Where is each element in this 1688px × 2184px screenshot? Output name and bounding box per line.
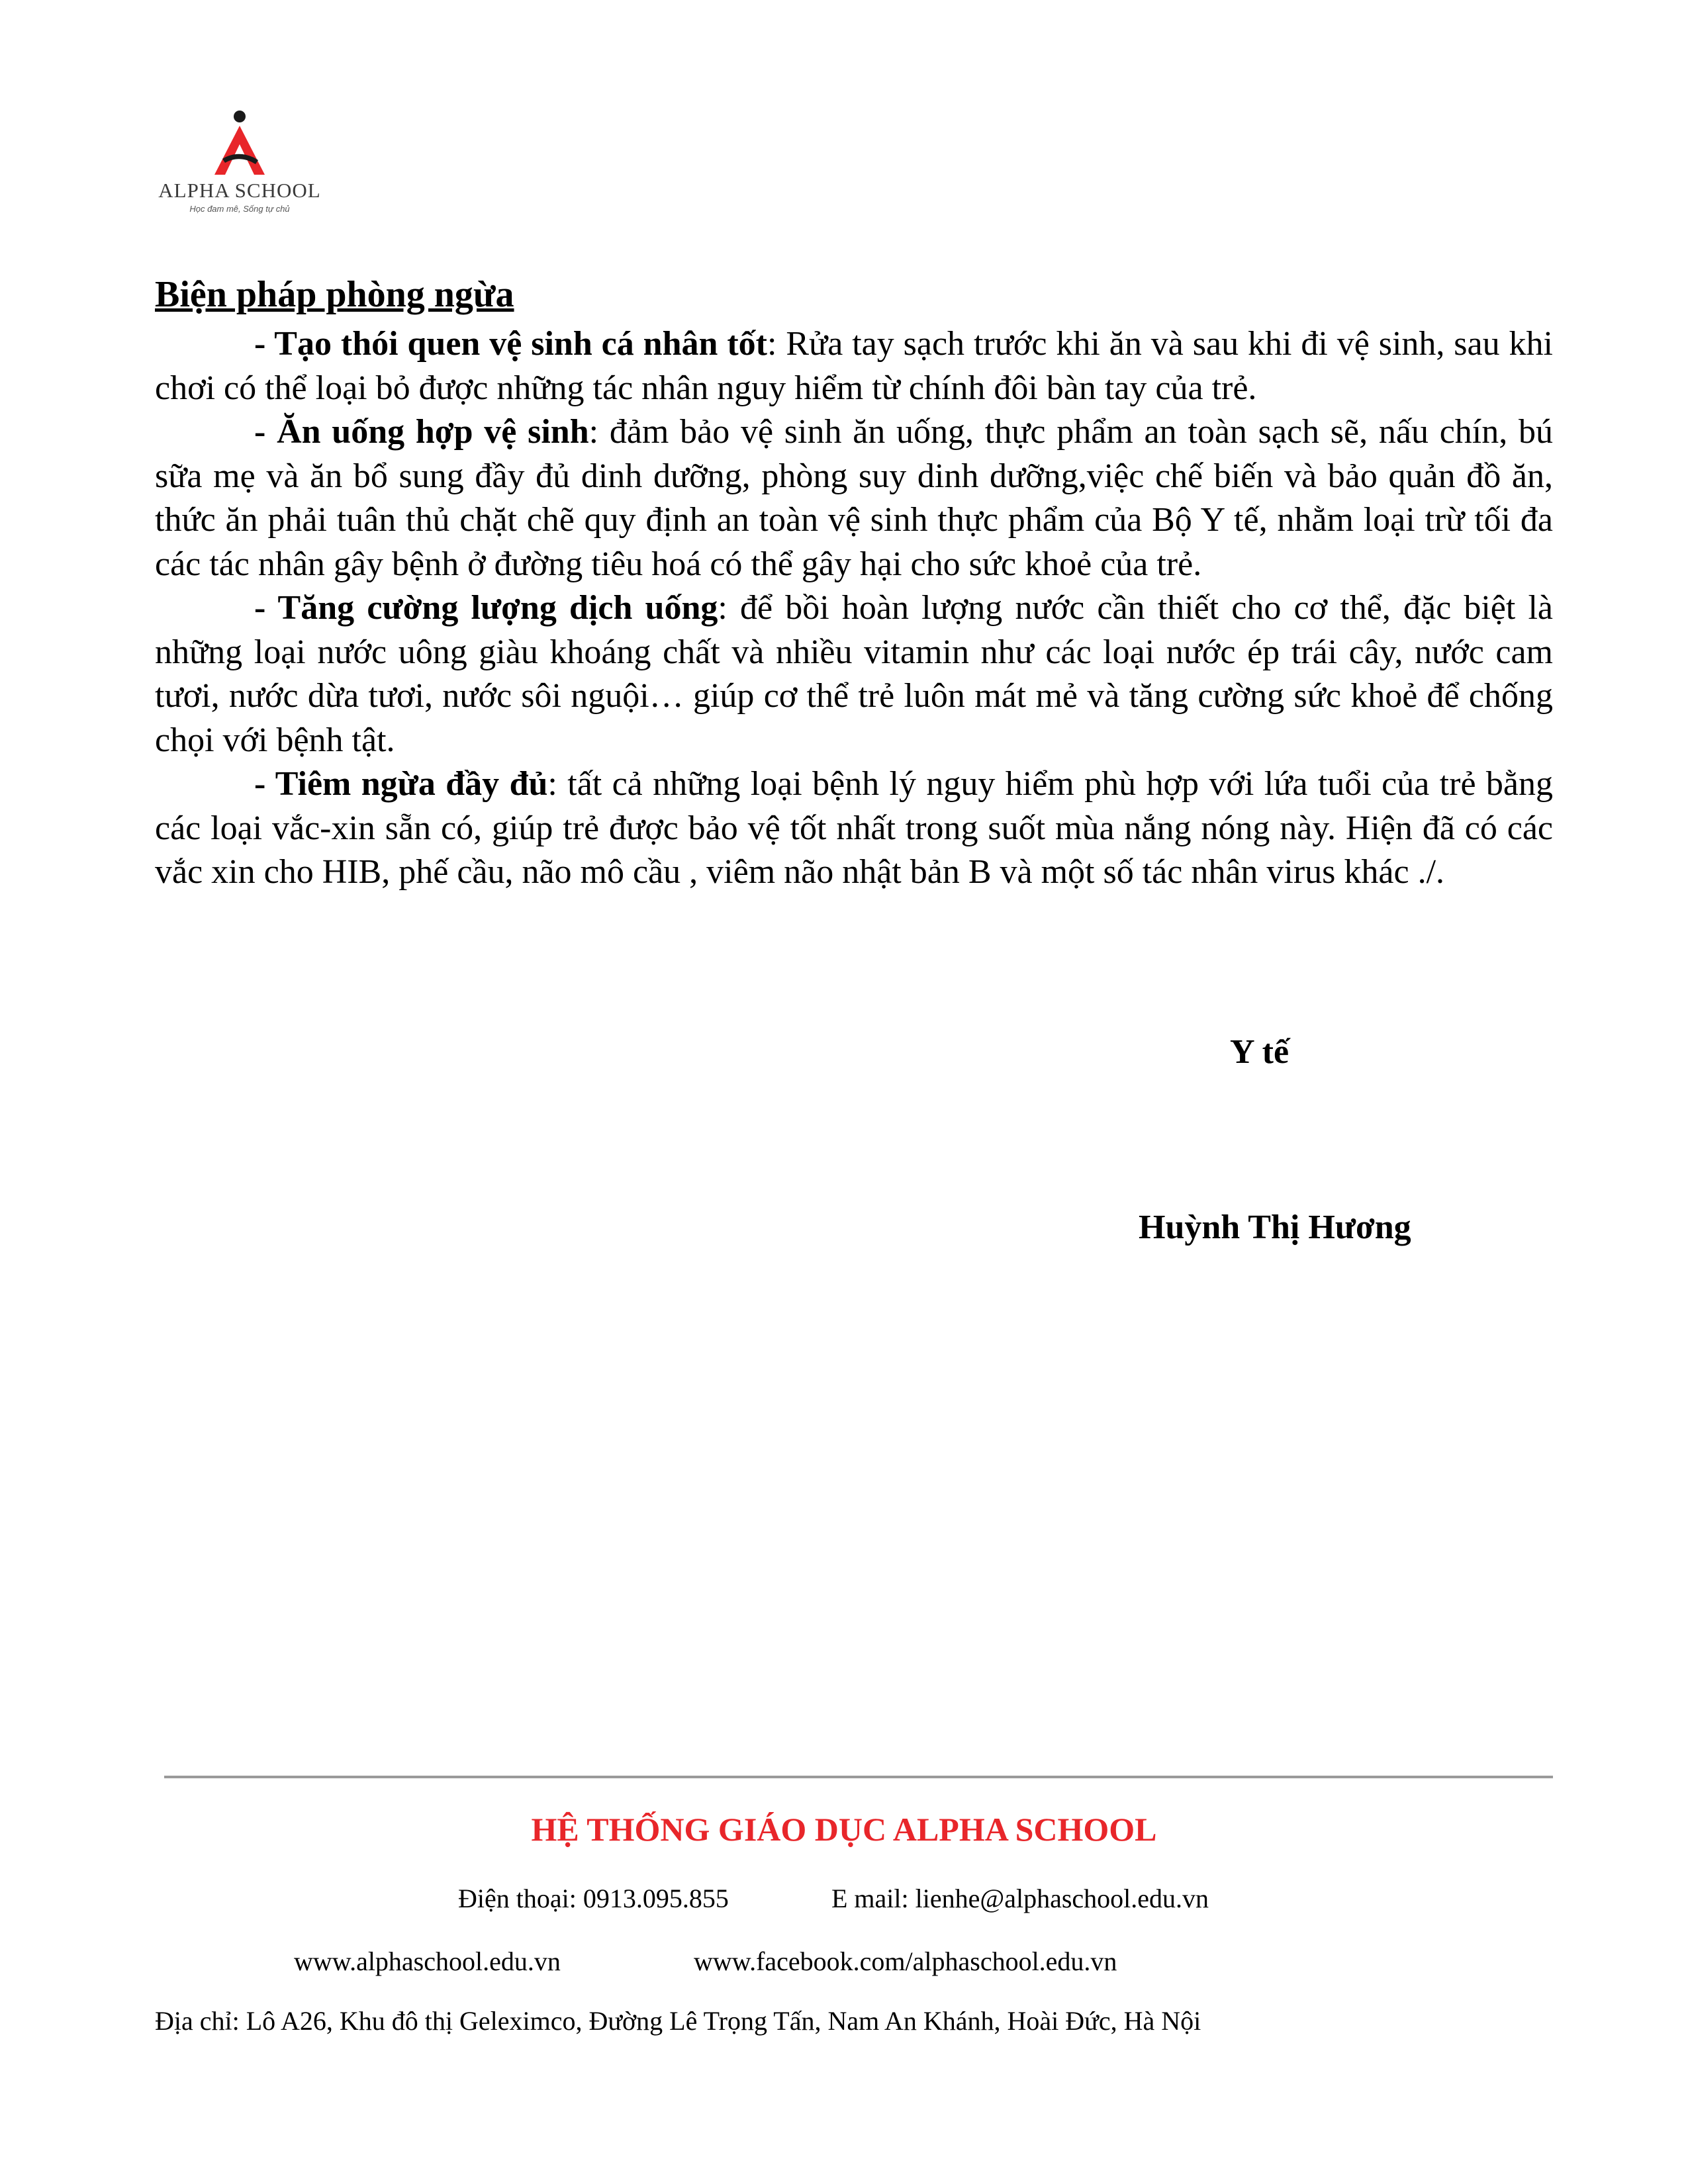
paragraph-hygiene: [155, 322, 1553, 410]
paragraph-text: : đảm bảo vệ sinh ăn uống, thực phẩm an toàn sạch sẽ, nấu chín, bú sữa mẹ và ăn bổ sung đầy đủ dinh dưỡng, phòng suy dinh dưỡng,việc chế biến và bảo quản đồ ăn, thức ăn phải tuân thủ chặt chẽ quy định an toàn vệ sinh thực phẩm của Bộ Y tế, nhằm loại trừ tối đa các tác nhân gây bệnh ở đường tiêu hoá có thể gây hại cho sức khoẻ của trẻ.: [155, 413, 1553, 583]
footer-website: www.alphaschool.edu.vn: [294, 1946, 561, 1976]
signoff-name: Huỳnh Thị Hương: [1139, 1208, 1411, 1246]
paragraph-text: : để bồi hoàn lượng nước cần thiết cho cơ thể, đặc biệt là những loại nước uông giàu khoáng chất và nhiều vitamin như các loại nước ép trái cây, nước cam tươi, nước dừa tươi, nước sôi nguội… giúp cơ thể trẻ luôn mát mẻ và tăng cường sức khoẻ để chống chọi với bệnh tật.: [155, 589, 1553, 759]
footer-org-name: HỆ THỐNG GIÁO DỤC ALPHA SCHOOL: [531, 1811, 1157, 1848]
logo-head-dot: [234, 111, 246, 122]
logo-figure: [214, 126, 265, 175]
paragraph-eating: [155, 410, 1553, 586]
footer-phone: Điện thoại: 0913.095.855: [458, 1884, 729, 1913]
document-title: Biện pháp phòng ngừa: [155, 274, 514, 315]
paragraph-lead: - Tiêm ngừa đầy đủ: [254, 765, 548, 803]
signoff-role: Y tế: [1230, 1033, 1289, 1071]
paragraph-fluids: [155, 586, 1553, 762]
paragraph-lead: - Tạo thói quen vệ sinh cá nhân tốt: [254, 325, 767, 363]
footer-divider: [164, 1776, 1553, 1778]
logo-tagline: Học đam mê, Sống tự chủ: [189, 204, 290, 214]
logo-name: ALPHA SCHOOL: [158, 179, 321, 202]
paragraph-vaccination: [155, 762, 1553, 895]
footer-facebook: www.facebook.com/alphaschool.edu.vn: [694, 1946, 1117, 1976]
footer-address: Địa chỉ: Lô A26, Khu đô thị Geleximco, Đường Lê Trọng Tấn, Nam An Khánh, Hoài Đức, Hà Nội: [155, 2006, 1201, 2036]
alpha-logo-mark: [154, 106, 326, 179]
school-logo: [154, 106, 326, 258]
paragraph-lead: - Tăng cường lượng dịch uống: [254, 589, 718, 627]
paragraph-lead: - Ăn uống hợp vệ sinh: [254, 413, 589, 451]
paragraph-text: : Rửa tay sạch trước khi ăn và sau khi đi vệ sinh, sau khi chơi có thể loại bỏ được những tác nhân nguy hiểm từ chính đôi bàn tay của trẻ.: [155, 325, 1553, 407]
footer-email: E mail: lienhe@alphaschool.edu.vn: [831, 1884, 1209, 1913]
paragraph-text: : tất cả những loại bệnh lý nguy hiểm phù hợp với lứa tuổi của trẻ bằng các loại vắc-xin sẵn có, giúp trẻ được bảo vệ tốt nhất trong suốt mùa nắng nóng này. Hiện đã có các vắc xin cho HIB, phế cầu, não mô cầu , viêm não nhật bản B và một số tác nhân virus khác ./.: [155, 765, 1553, 891]
document-body: [155, 268, 1553, 895]
